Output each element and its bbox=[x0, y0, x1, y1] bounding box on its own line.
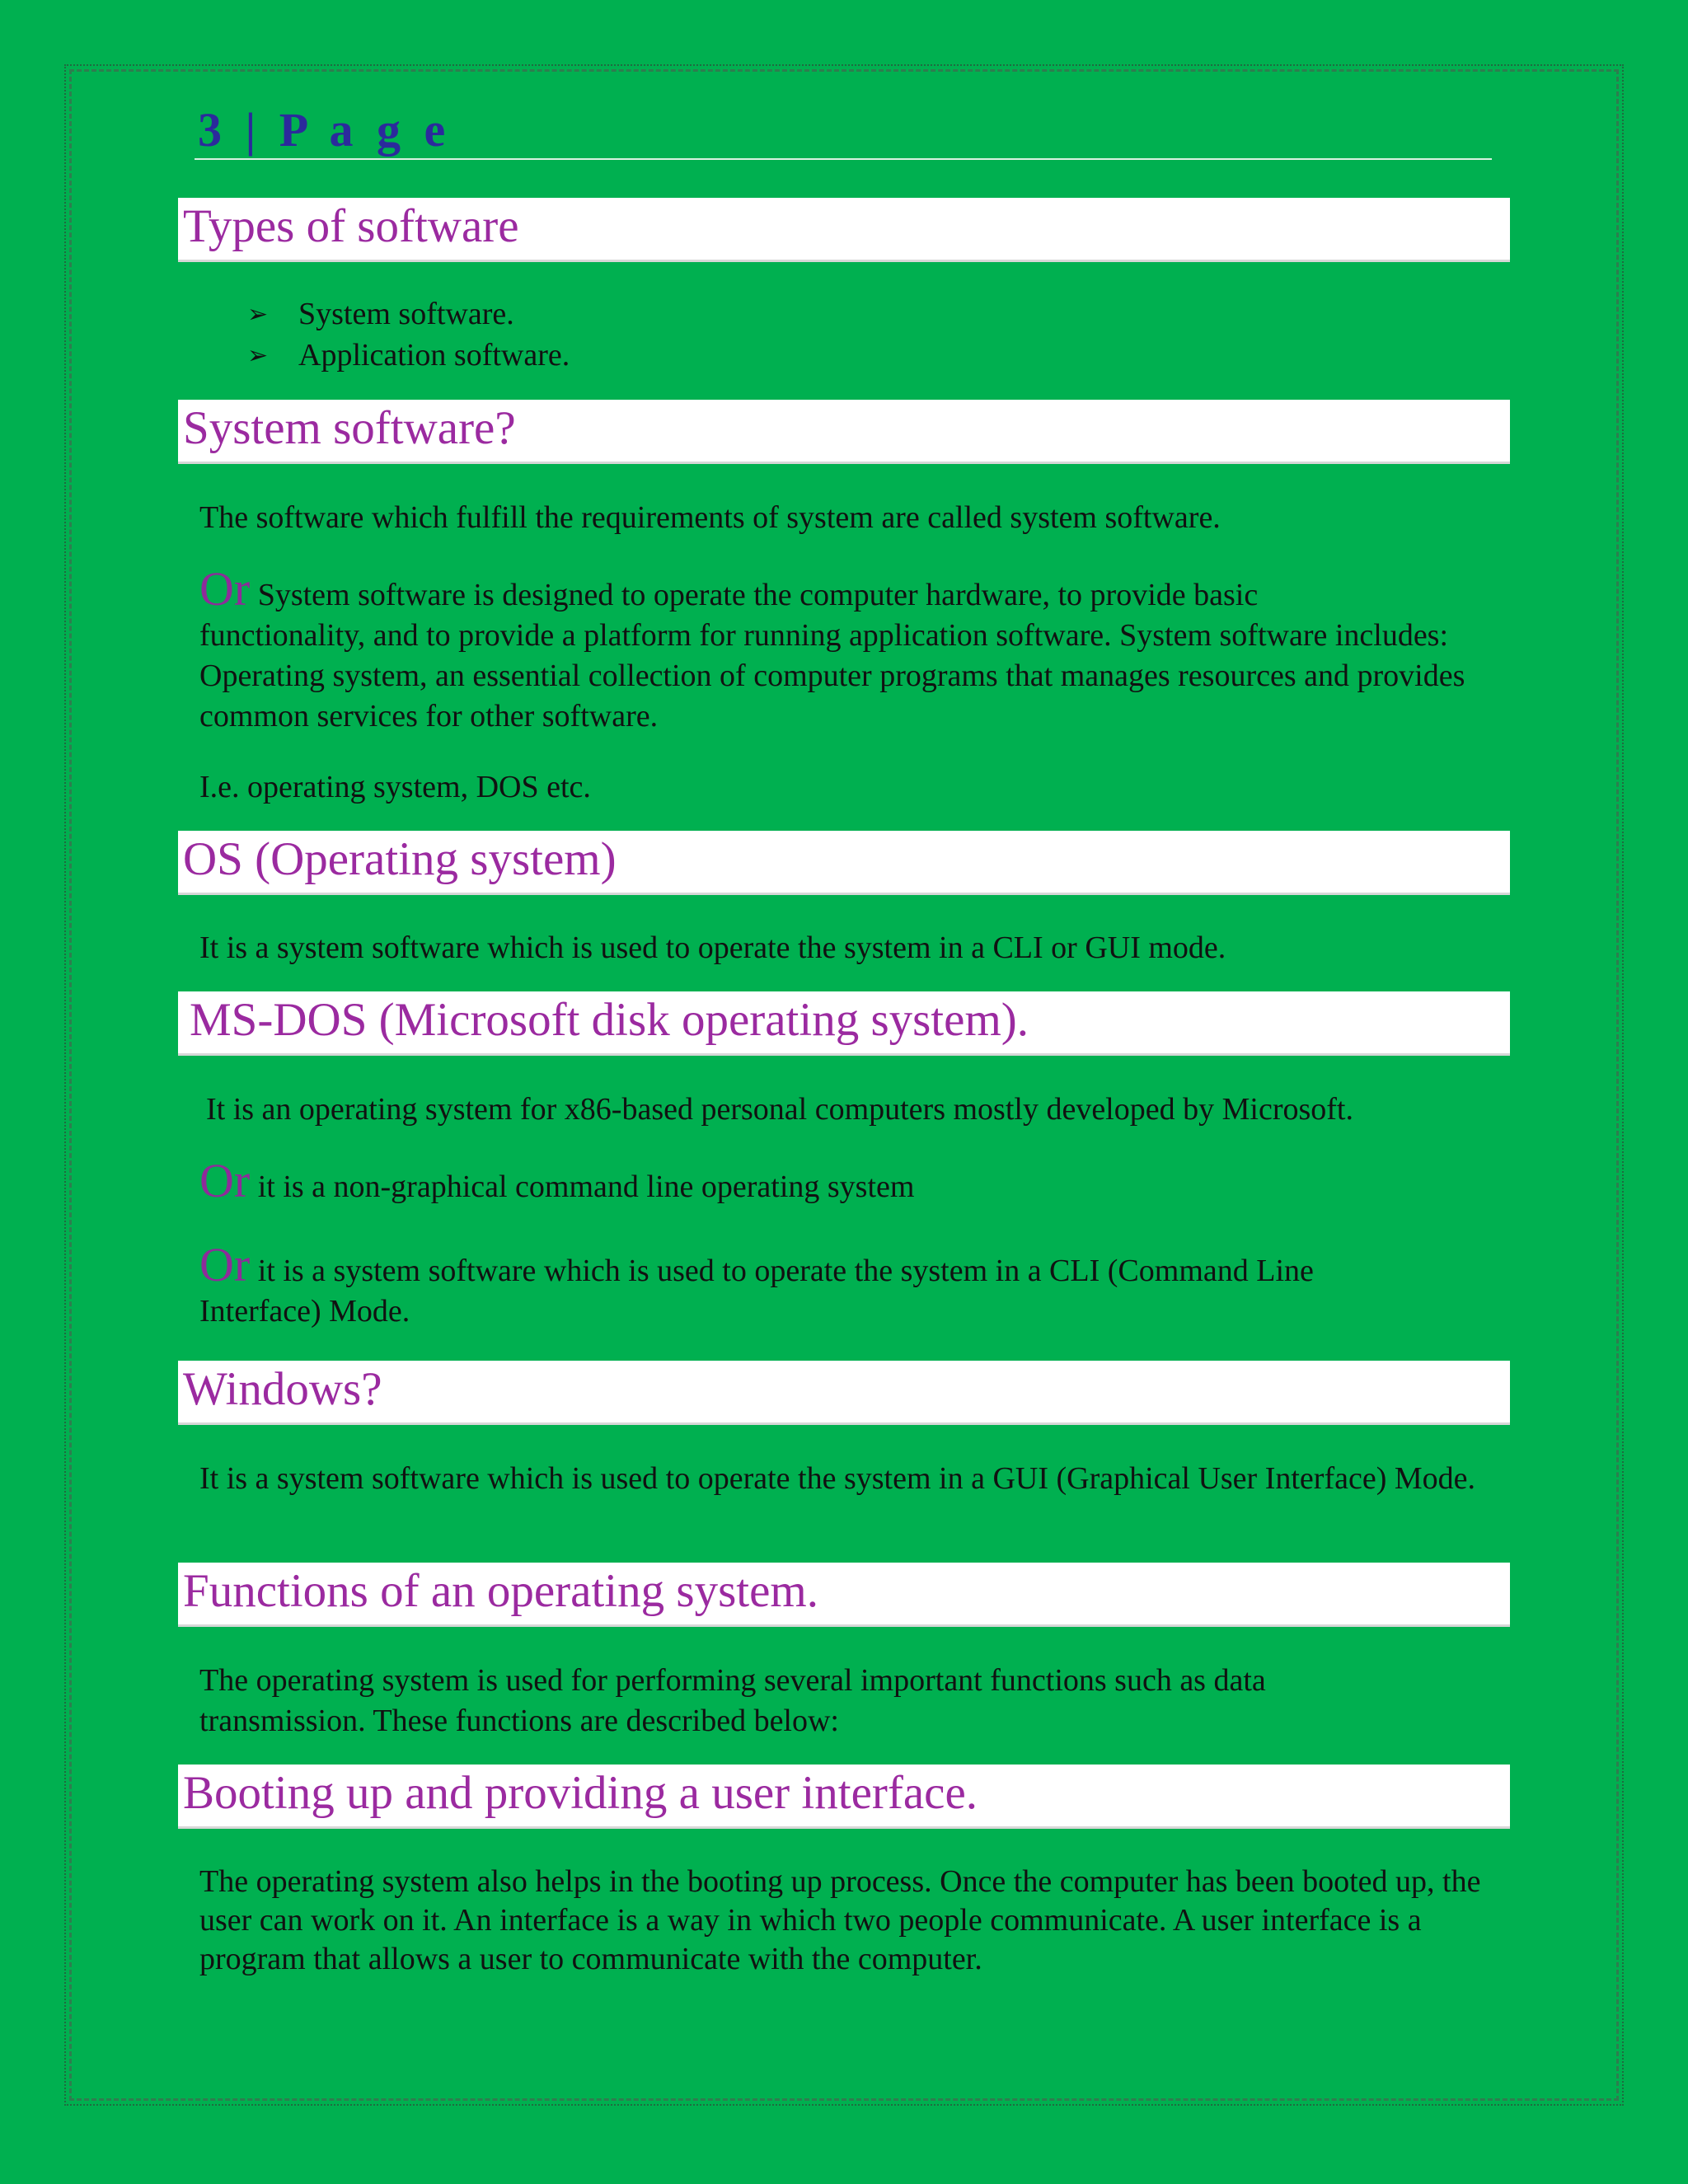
list-item bbox=[247, 293, 570, 335]
alternative-text: it is a non-graphical command line operating system bbox=[250, 1169, 915, 1204]
alternative-first-line: it is a system software which is used to operate the system in a CLI (Command Line bbox=[250, 1254, 1314, 1288]
ms-dos-alternative-2 bbox=[199, 1238, 1502, 1332]
heading-types-of-software bbox=[178, 198, 1510, 262]
or-label: Or bbox=[199, 1154, 251, 1207]
page-header bbox=[195, 97, 1492, 160]
heading-windows bbox=[178, 1361, 1510, 1425]
heading-operating-system bbox=[178, 831, 1510, 895]
arrowhead-bullet-icon: ➢ bbox=[247, 300, 269, 328]
heading-booting-up bbox=[178, 1765, 1510, 1829]
description-first-line: System software is designed to operate the computer hardware, to provide basic bbox=[250, 578, 1259, 612]
heading-text: OS (Operating system) bbox=[183, 833, 617, 885]
heading-text: System software? bbox=[183, 402, 516, 454]
windows-definition: It is a system software which is used to operate the system in a GUI (Graphical User Interface) Mode. bbox=[199, 1461, 1475, 1496]
heading-text: Functions of an operating system. bbox=[183, 1565, 818, 1617]
list-item-label: Application software. bbox=[298, 338, 570, 373]
heading-text: Booting up and providing a user interface. bbox=[183, 1767, 978, 1819]
heading-text: MS-DOS (Microsoft disk operating system). bbox=[190, 994, 1029, 1046]
arrowhead-bullet-icon: ➢ bbox=[247, 341, 269, 369]
or-label: Or bbox=[199, 562, 251, 616]
page-number: 3 | P a g e bbox=[198, 103, 452, 157]
ms-dos-alternative-1 bbox=[199, 1154, 1502, 1207]
description-rest: functionality, and to provide a platform for running application software. System software includes: Operating system, an essential collection of computer programs that manages resources and provides common services for other software. bbox=[199, 618, 1465, 733]
system-software-definition: The software which fulfill the requirements of system are called system software. bbox=[199, 500, 1221, 535]
software-types-list bbox=[247, 293, 570, 376]
functions-description: The operating system is used for performing several important functions such as data transmission. These functions are described below: bbox=[199, 1663, 1266, 1738]
or-label: Or bbox=[199, 1238, 251, 1291]
heading-text: Windows? bbox=[183, 1363, 382, 1415]
ms-dos-definition: It is an operating system for x86-based personal computers mostly developed by Microsoft. bbox=[206, 1092, 1353, 1127]
heading-ms-dos bbox=[178, 991, 1510, 1056]
list-item bbox=[247, 335, 570, 376]
heading-text: Types of software bbox=[183, 200, 519, 252]
heading-system-software bbox=[178, 400, 1510, 464]
list-item-label: System software. bbox=[298, 297, 514, 331]
alternative-rest: Interface) Mode. bbox=[199, 1294, 410, 1329]
system-software-description bbox=[199, 562, 1502, 737]
heading-functions-of-os bbox=[178, 1563, 1510, 1627]
os-definition: It is a system software which is used to operate the system in a CLI or GUI mode. bbox=[199, 930, 1226, 965]
booting-description: The operating system also helps in the booting up process. Once the computer has been booted up, the user can work on it. An interface is a way in which two people communicate. A user interface is a program that allows a user to communicate with the computer. bbox=[199, 1864, 1481, 1976]
system-software-examples: I.e. operating system, DOS etc. bbox=[199, 770, 591, 804]
